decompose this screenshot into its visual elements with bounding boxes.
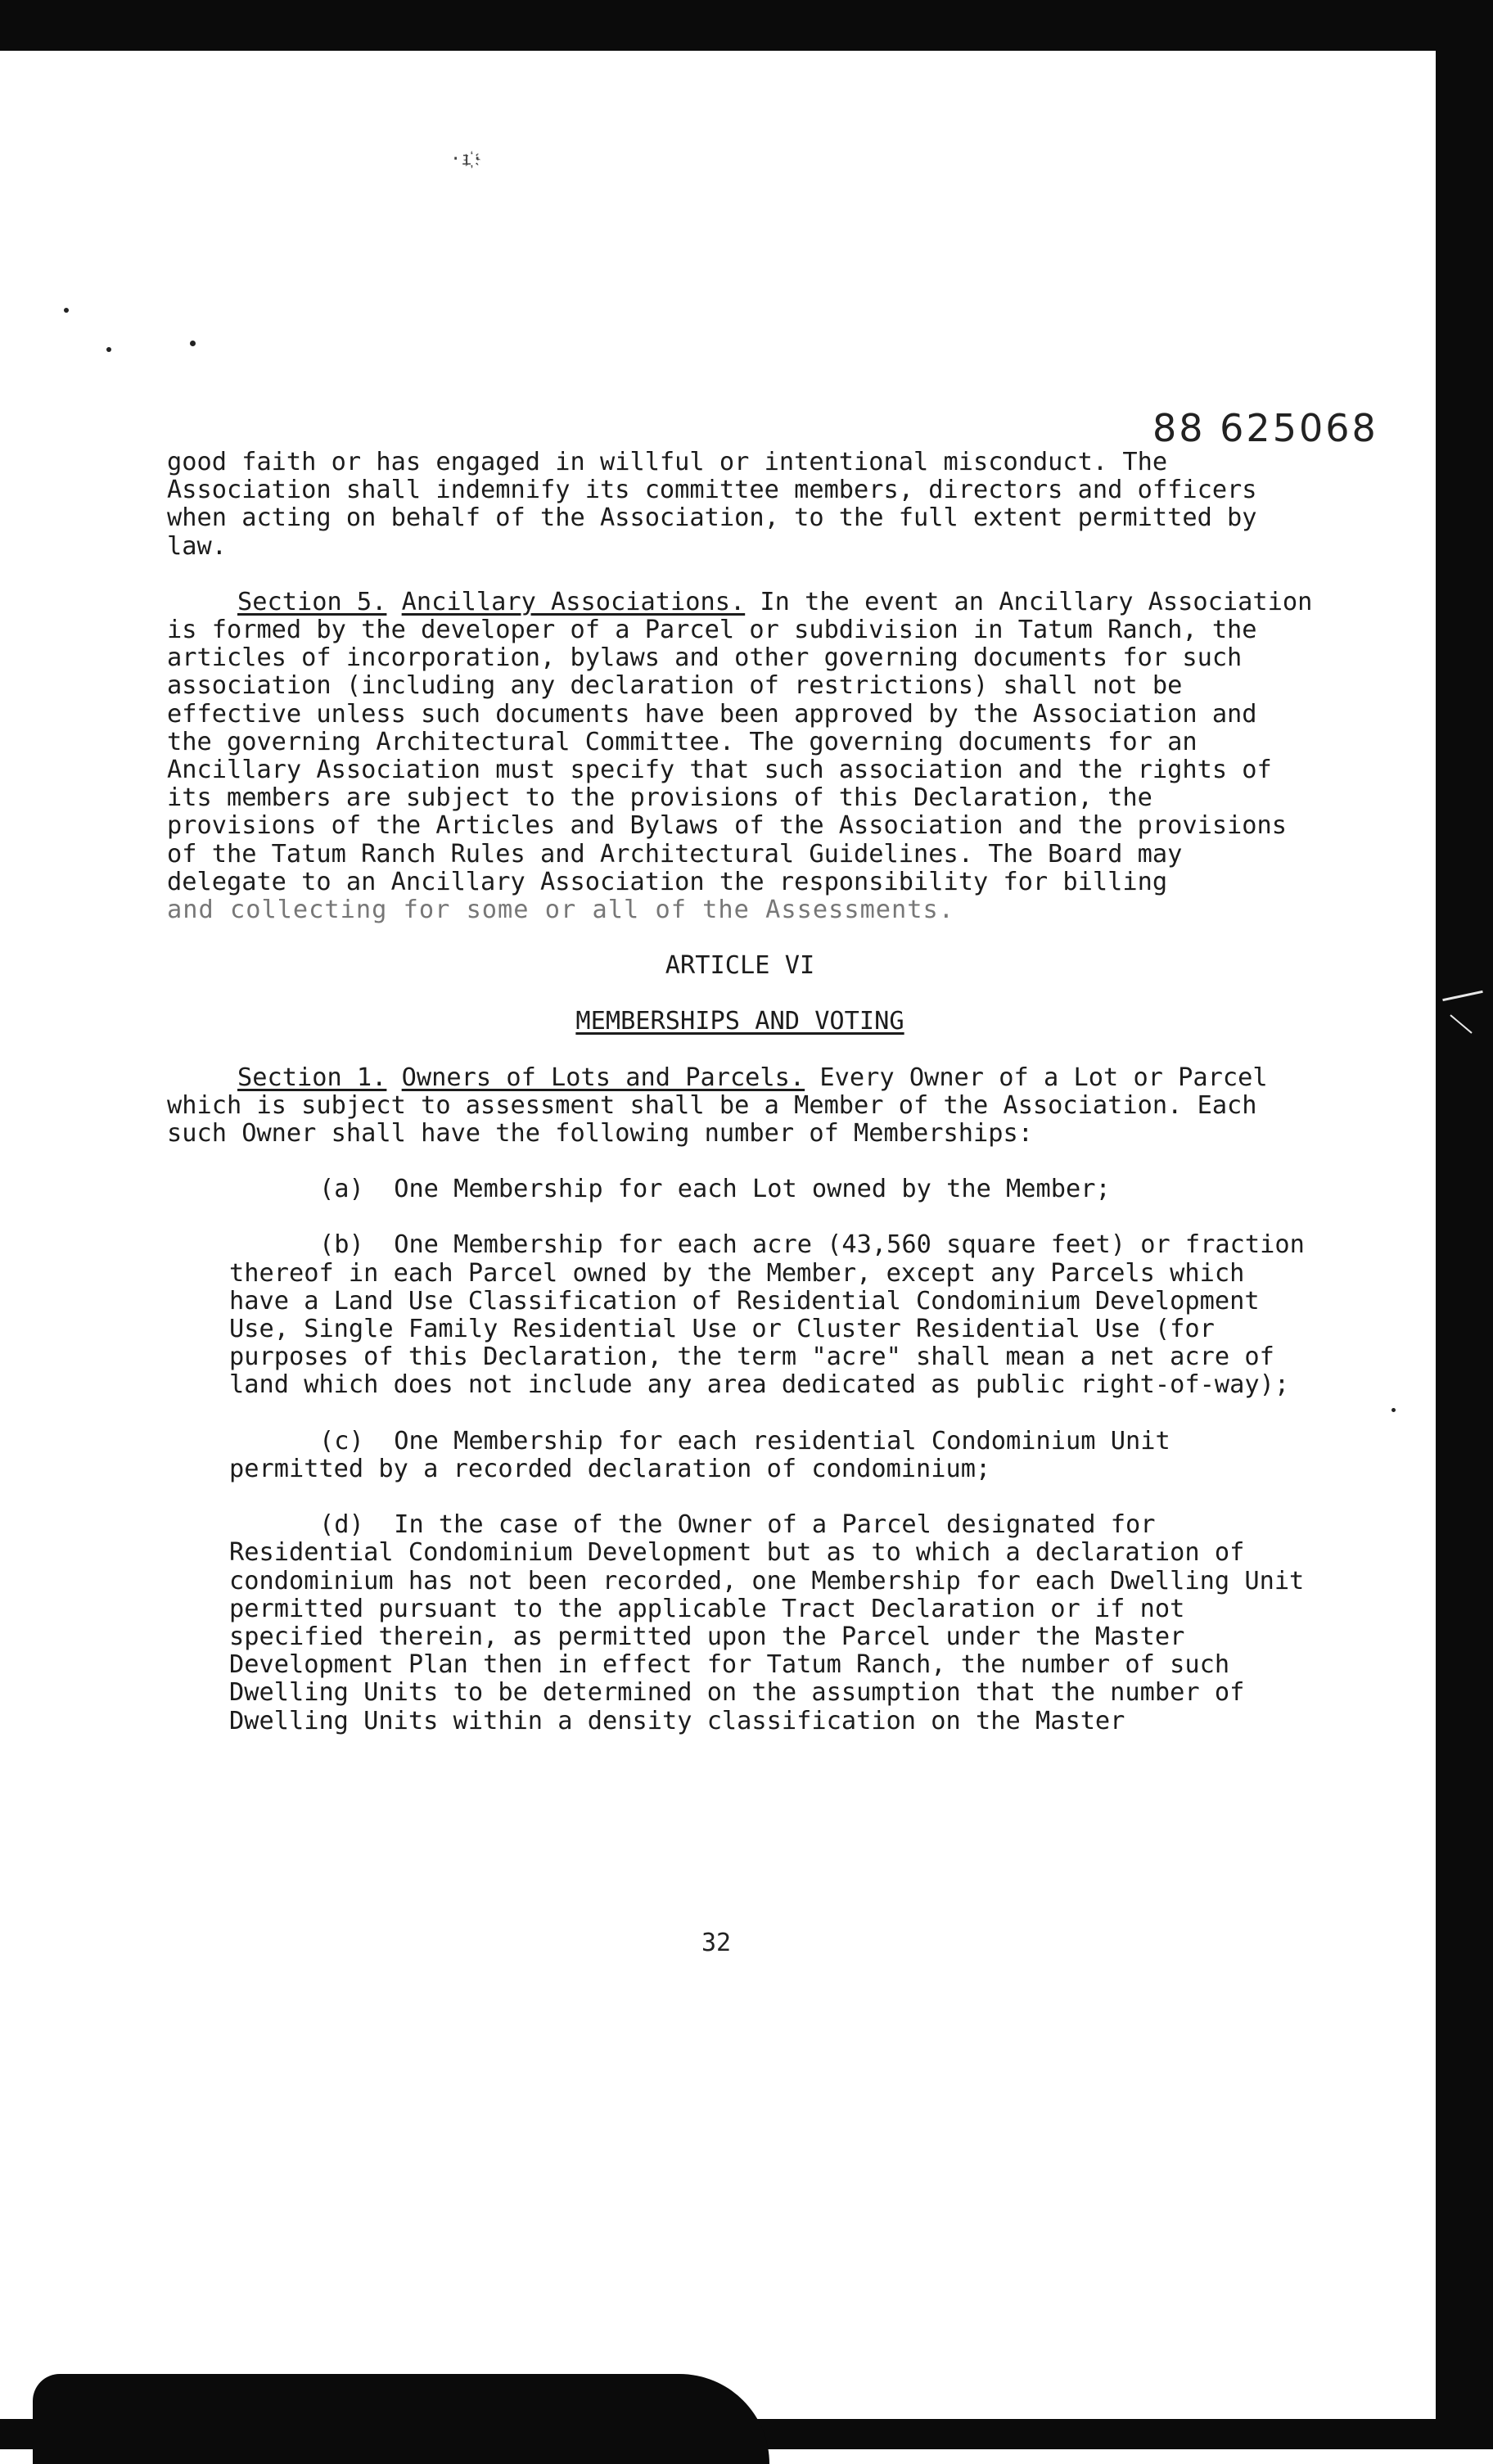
item-d: (d) In the case of the Owner of a Parcel designated for Residential Condominium Development but as to which a declaration of condominium has not been recorded, one Membership for each Dwelling Unit permitted pursuant to the applicable Tract Declaration or if not specified therein, as permitted upon the Parcel under the Master Development Plan then in effect for Tatum Ranch, the number of such Dwelling Units to be determined on the assumption that the number of Dwelling Units within a density classification on the Master <box>229 1510 1319 1735</box>
scan-border-top <box>0 0 1493 51</box>
item-b: (b) One Membership for each acre (43,560 square feet) or fraction thereof in each Parcel owned by the Member, except any Parcels which have a Land Use Classification of Residential Condominium Development Use, Single Family Residential Use or Cluster Residential Use (for purposes of this Declaration, the term "acre" shall mean a net acre of land which does not include any area dedicated as public right-of-way); <box>229 1230 1320 1400</box>
article-title: MEMBERSHIPS AND VOTING <box>575 1007 904 1036</box>
section-1-title: Owners of Lots and Parcels. <box>401 1063 805 1092</box>
scan-speck <box>190 341 196 346</box>
article-heading: ARTICLE VI <box>665 951 815 981</box>
document-number: 88 625068 <box>1152 406 1378 450</box>
section-5-label: Section 5. <box>237 587 387 616</box>
scan-border-right <box>1436 0 1493 2449</box>
section-5-faded-line: and collecting for some or all of the Assessments. <box>167 896 955 925</box>
section-5-title: Ancillary Associations. <box>401 587 746 616</box>
scan-speck <box>64 308 69 313</box>
section-1-label: Section 1. <box>237 1063 387 1092</box>
section-1-paragraph <box>167 1064 1313 1149</box>
section-5-paragraph <box>167 587 1328 925</box>
scan-artifact-bottom <box>33 2374 769 2464</box>
scan-speck <box>106 347 111 352</box>
paragraph-continuation: good faith or has engaged in willful or intentional misconduct. The Association shall indemnify its committee members, directors and officers when acting on behalf of the Association, to the full extent permitted by law. <box>167 448 1272 561</box>
section-1-body: Every Owner of a Lot or Parcel which is subject to assessment shall be a Member of the Association. Each such Owner shall have the following number of Memberships: <box>167 1063 1283 1149</box>
document-body <box>167 448 1328 1763</box>
section-5-body: In the event an Ancillary Association is formed by the developer of a Parcel or subdivision in Tatum Ranch, the articles of incorporation, bylaws and other governing documents for such association (including any declaration of restrictions) shall not be effective unless such documents have been approved by the Association and the governing Architectural Committee. The governing documents for an Ancillary Association must specify that such association and the rights of its members are subject to the provisions of this Declaration, the provisions of the Articles and Bylaws of the Association and the provisions of the Tatum Ranch Rules and Architectural Guidelines. The Board may delegate to an Ancillary Association the responsibility for billing <box>167 587 1328 896</box>
item-c: (c) One Membership for each residential Condominium Unit permitted by a recorded declaration of condominium; <box>229 1426 1185 1483</box>
item-a: (a) One Membership for each Lot owned by the Member; <box>319 1175 1111 1204</box>
page-number: 32 <box>701 1929 732 1957</box>
scan-speck <box>1392 1408 1396 1412</box>
scan-mark: ·ı҉· <box>450 149 483 169</box>
